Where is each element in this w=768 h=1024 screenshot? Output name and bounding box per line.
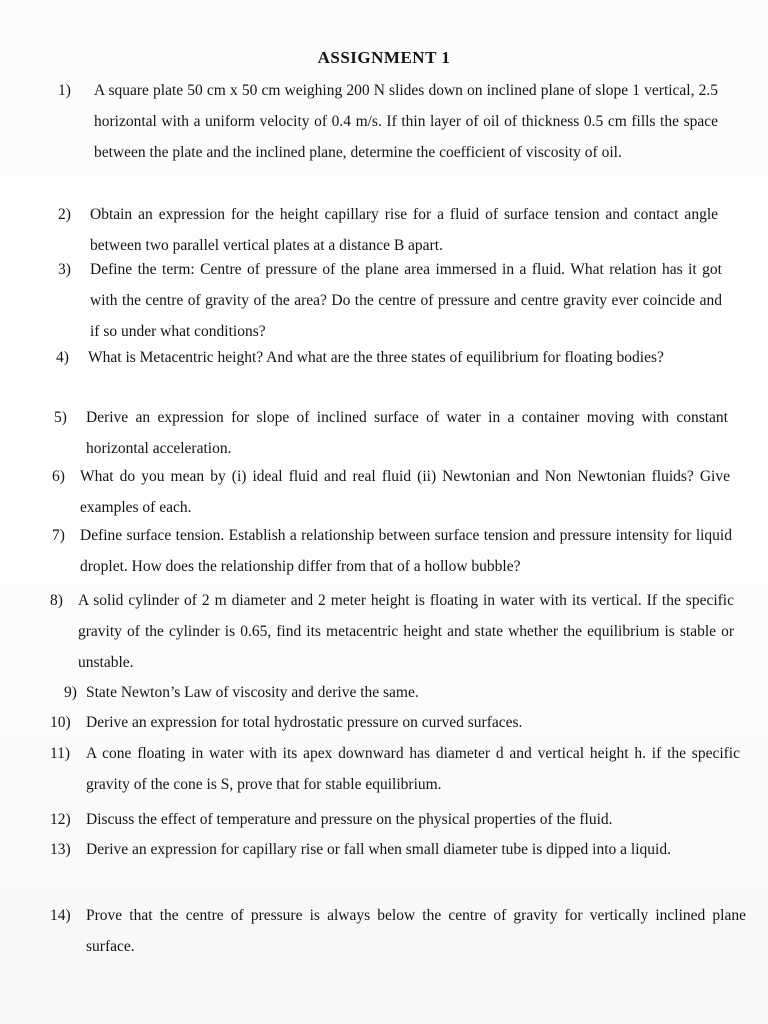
question-2 [58,199,718,261]
question-number: 5) [54,409,67,426]
question-number: 6) [52,468,65,485]
question-text: Discuss the effect of temperature and pressure on the physical properties of the fluid. [86,811,613,828]
question-8 [50,585,734,678]
question-number: 4) [56,349,69,366]
question-number: 1) [58,82,71,99]
question-number: 8) [50,592,63,609]
question-text: Obtain an expression for the height capillary rise for a fluid of surface tension and contact angle between two parallel vertical plates at a distance B apart. [90,206,718,254]
question-number: 12) [50,811,71,828]
question-12 [50,804,740,835]
question-text: Derive an expression for slope of inclined surface of water in a container moving with constant horizontal acceleration. [86,409,728,457]
question-number: 13) [50,841,71,858]
question-number: 14) [50,907,71,924]
question-number: 10) [50,714,71,731]
question-text: What do you mean by (i) ideal fluid and real fluid (ii) Newtonian and Non Newtonian fluids? Give examples of each. [80,468,730,516]
question-13 [50,834,744,865]
page-title: ASSIGNMENT 1 [317,48,451,67]
question-text: A square plate 50 cm x 50 cm weighing 200 N slides down on inclined plane of slope 1 vertical, 2.5 horizontal with a uniform velocity of 0.4 m/s. If thin layer of oil of thickness 0.5 cm fills the space between the plate and the inclined plane, determine the coefficient of viscosity of oil. [94,82,718,161]
question-number: 2) [58,206,71,223]
question-10 [50,707,740,738]
question-text: A cone floating in water with its apex downward has diameter d and vertical height h. if the specific gravity of the cone is S, prove that for stable equilibrium. [86,745,740,793]
question-14 [50,900,746,962]
question-text: A solid cylinder of 2 m diameter and 2 meter height is floating in water with its vertical. If the specific gravity of the cylinder is 0.65, find its metacentric height and state whether the equilibrium is stable or unstable. [78,592,734,671]
question-text: Prove that the centre of pressure is always below the centre of gravity for vertically inclined plane surface. [86,907,746,955]
question-text: State Newton’s Law of viscosity and derive the same. [86,684,419,701]
question-number: 3) [58,261,71,278]
question-number: 11) [50,745,71,762]
question-3 [58,254,722,347]
question-7 [52,520,732,582]
question-text: Derive an expression for total hydrostatic pressure on curved surfaces. [86,714,523,731]
question-5 [54,402,728,464]
question-text: What is Metacentric height? And what are the three states of equilibrium for floating bodies? [88,349,664,366]
question-number: 7) [52,527,65,544]
question-text: Define surface tension. Establish a relationship between surface tension and pressure intensity for liquid droplet. How does the relationship differ from that of a hollow bubble? [80,527,732,575]
question-number: 9) [64,684,77,701]
question-9 [64,677,734,708]
question-1 [58,75,718,168]
question-11 [50,738,740,800]
question-6 [52,461,730,523]
question-4 [56,342,726,373]
question-text: Derive an expression for capillary rise or fall when small diameter tube is dipped into a liquid. [86,841,671,858]
question-text: Define the term: Centre of pressure of the plane area immersed in a fluid. What relation has it got with the centre of gravity of the area? Do the centre of pressure and centre gravity ever coincide and if so under what conditions? [90,261,722,340]
